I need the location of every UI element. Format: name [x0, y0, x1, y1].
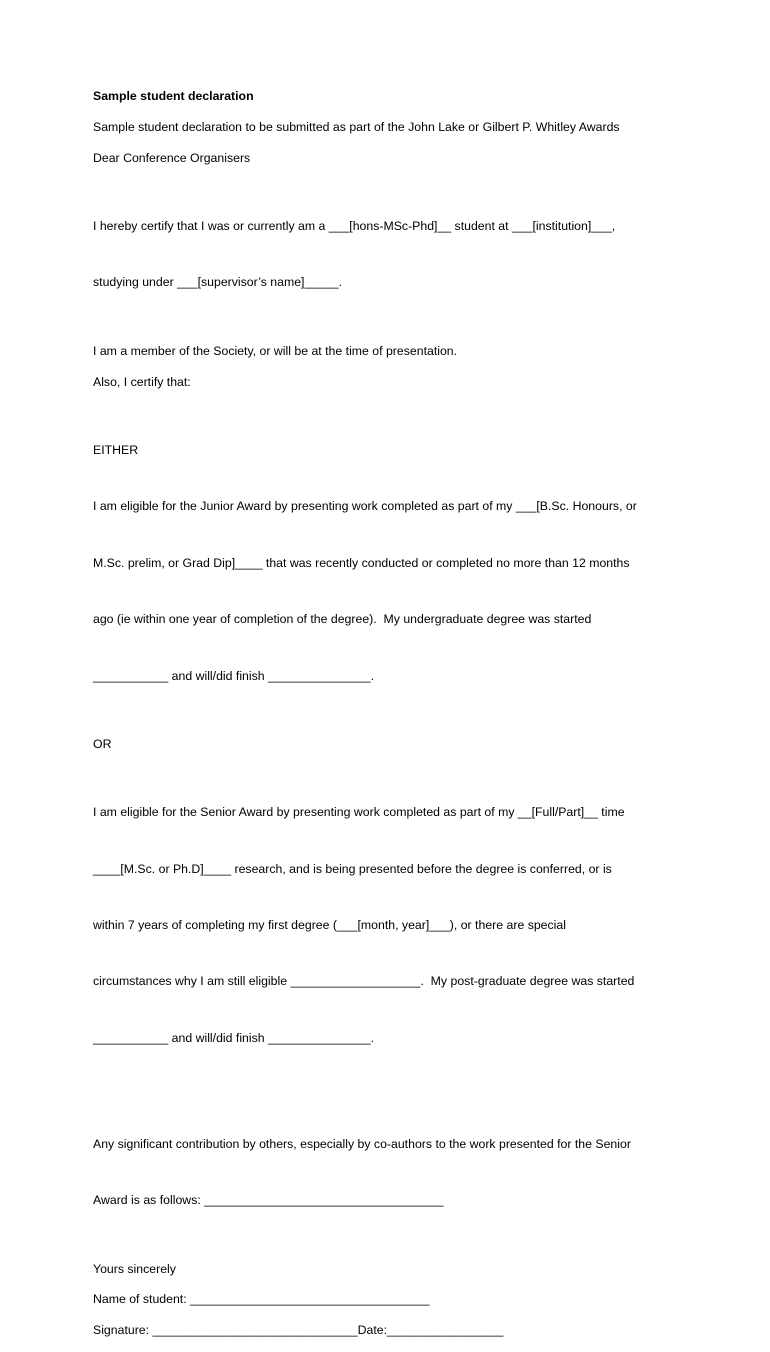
junior-line-2: M.Sc. prelim, or Grad Dip]____ that was recently conducted or completed no more than 12 months [93, 555, 630, 570]
senior-line-2: ____[M.Sc. or Ph.D]____ research, and is being presented before the degree is conferred, or is [93, 861, 612, 876]
senior-line-4: circumstances why I am still eligible ___________________. My post-graduate degree was started [93, 974, 635, 989]
student-name-field: Name of student: ___________________________________ [93, 1292, 430, 1307]
certify-line-1: I hereby certify that I was or currently am a ___[hons-MSc-Phd]__ student at ___[institution]___, [93, 218, 616, 233]
document-subtitle: Sample student declaration to be submitted as part of the John Lake or Gilbert P. Whitley Awards [93, 119, 620, 134]
signature-date-field: Signature: ______________________________Date:_________________ [93, 1323, 504, 1338]
salutation: Dear Conference Organisers [93, 150, 251, 165]
senior-line-1: I am eligible for the Senior Award by presenting work completed as part of my __[Full/Part]__ time [93, 805, 625, 820]
junior-line-3: ago (ie within one year of completion of the degree). My undergraduate degree was started [93, 612, 592, 627]
senior-line-3: within 7 years of completing my first degree (___[month, year]___), or there are special [93, 918, 566, 933]
contribution-line-1: Any significant contribution by others, especially by co-authors to the work presented for the Senior [93, 1136, 631, 1151]
contribution-paragraph [93, 1097, 683, 1247]
declaration-document [93, 87, 683, 1352]
contribution-line-2: Award is as follows: ___________________________________ [93, 1193, 444, 1208]
junior-award-paragraph [93, 403, 683, 723]
either-label: EITHER [93, 442, 139, 457]
also-certify: Also, I certify that: [93, 374, 191, 389]
junior-line-1: I am eligible for the Junior Award by presenting work completed as part of my ___[B.Sc. Honours, or [93, 499, 637, 514]
or-label: OR [93, 736, 112, 751]
certify-paragraph [93, 179, 683, 329]
senior-line-5: ___________ and will/did finish _______________. [93, 1030, 375, 1045]
junior-line-4: ___________ and will/did finish _______________. [93, 668, 375, 683]
document-title: Sample student declaration [93, 89, 254, 103]
member-statement: I am a member of the Society, or will be at the time of presentation. [93, 343, 458, 358]
senior-award-paragraph [93, 766, 683, 1086]
certify-line-2: studying under ___[supervisor’s name]_____. [93, 275, 343, 290]
closing: Yours sincerely [93, 1261, 176, 1276]
